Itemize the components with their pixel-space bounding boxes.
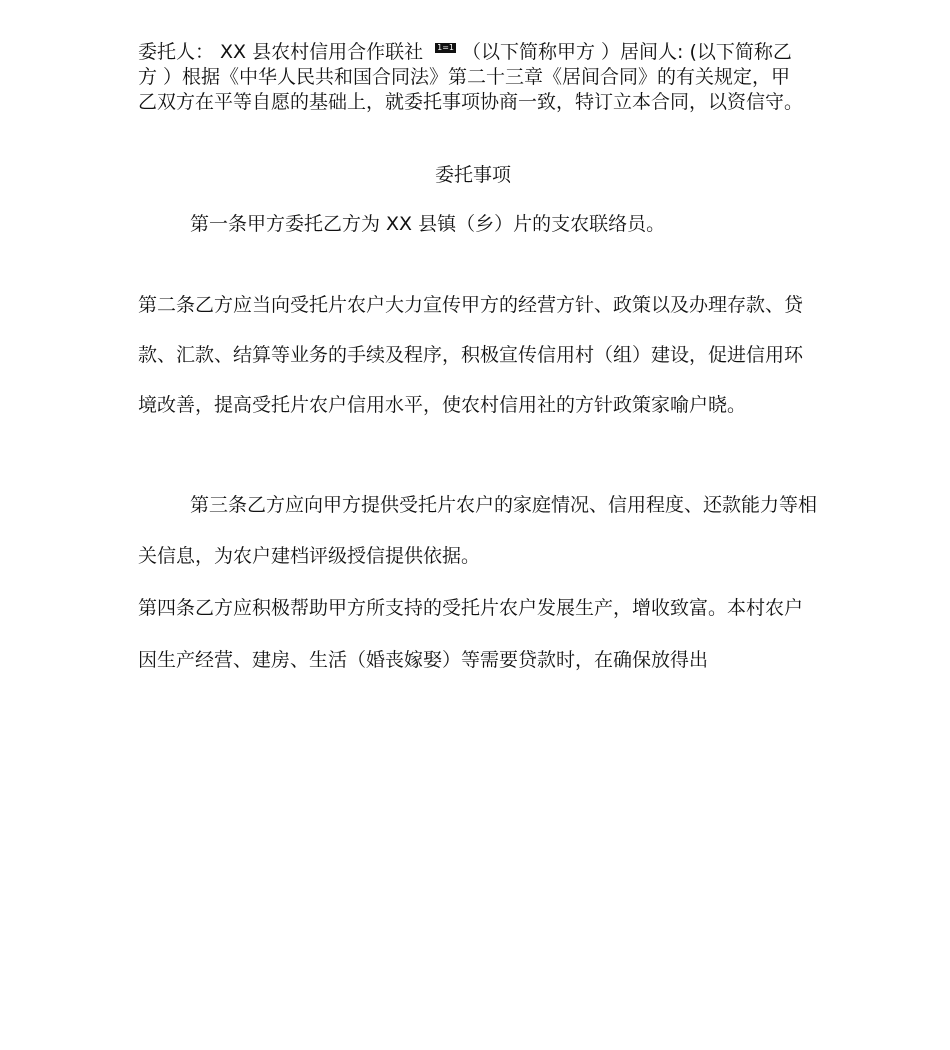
inline-tag-icon: 1=1: [437, 43, 455, 52]
intro-paragraph: [138, 40, 808, 115]
article-4: 第四条乙方应积极帮助甲方所支持的受托片农户发展生产，增收致富。本村农户因生产经营、建房、生活（婚丧嫁娶）等需要贷款时，在确保放得出: [138, 597, 804, 671]
intro-text-start: 委托人： XX 县农村信用合作联社: [138, 41, 424, 63]
article-2: 第二条乙方应当向受托片农户大力宣传甲方的经营方针、政策以及办理存款、贷款、汇款、结算等业务的手续及程序，积极宣传信用村（组）建设，促进信用环境改善，提高受托片农户信用水平，使农村信用社的方针政策家喻户晓。: [138, 294, 804, 416]
article-1: 第一条甲方委托乙方为 XX 县镇（乡）片的支农联络员。: [190, 213, 666, 235]
article-3: 第三条乙方应向甲方提供受托片农户的家庭情况、信用程度、还款能力等相关信息，为农户建档评级授信提供依据。: [138, 494, 818, 567]
intro-text-rest: （以下简称甲方 ）居间人: (以下简称乙方 ）根据《中华人民共和国合同法》第二十三章《居间合同》的有关规定，甲乙双方在平等自愿的基础上，就委托事项协商一致，特订立本合同，以资信守。: [138, 41, 804, 113]
section-title: 委托事项: [434, 164, 511, 186]
